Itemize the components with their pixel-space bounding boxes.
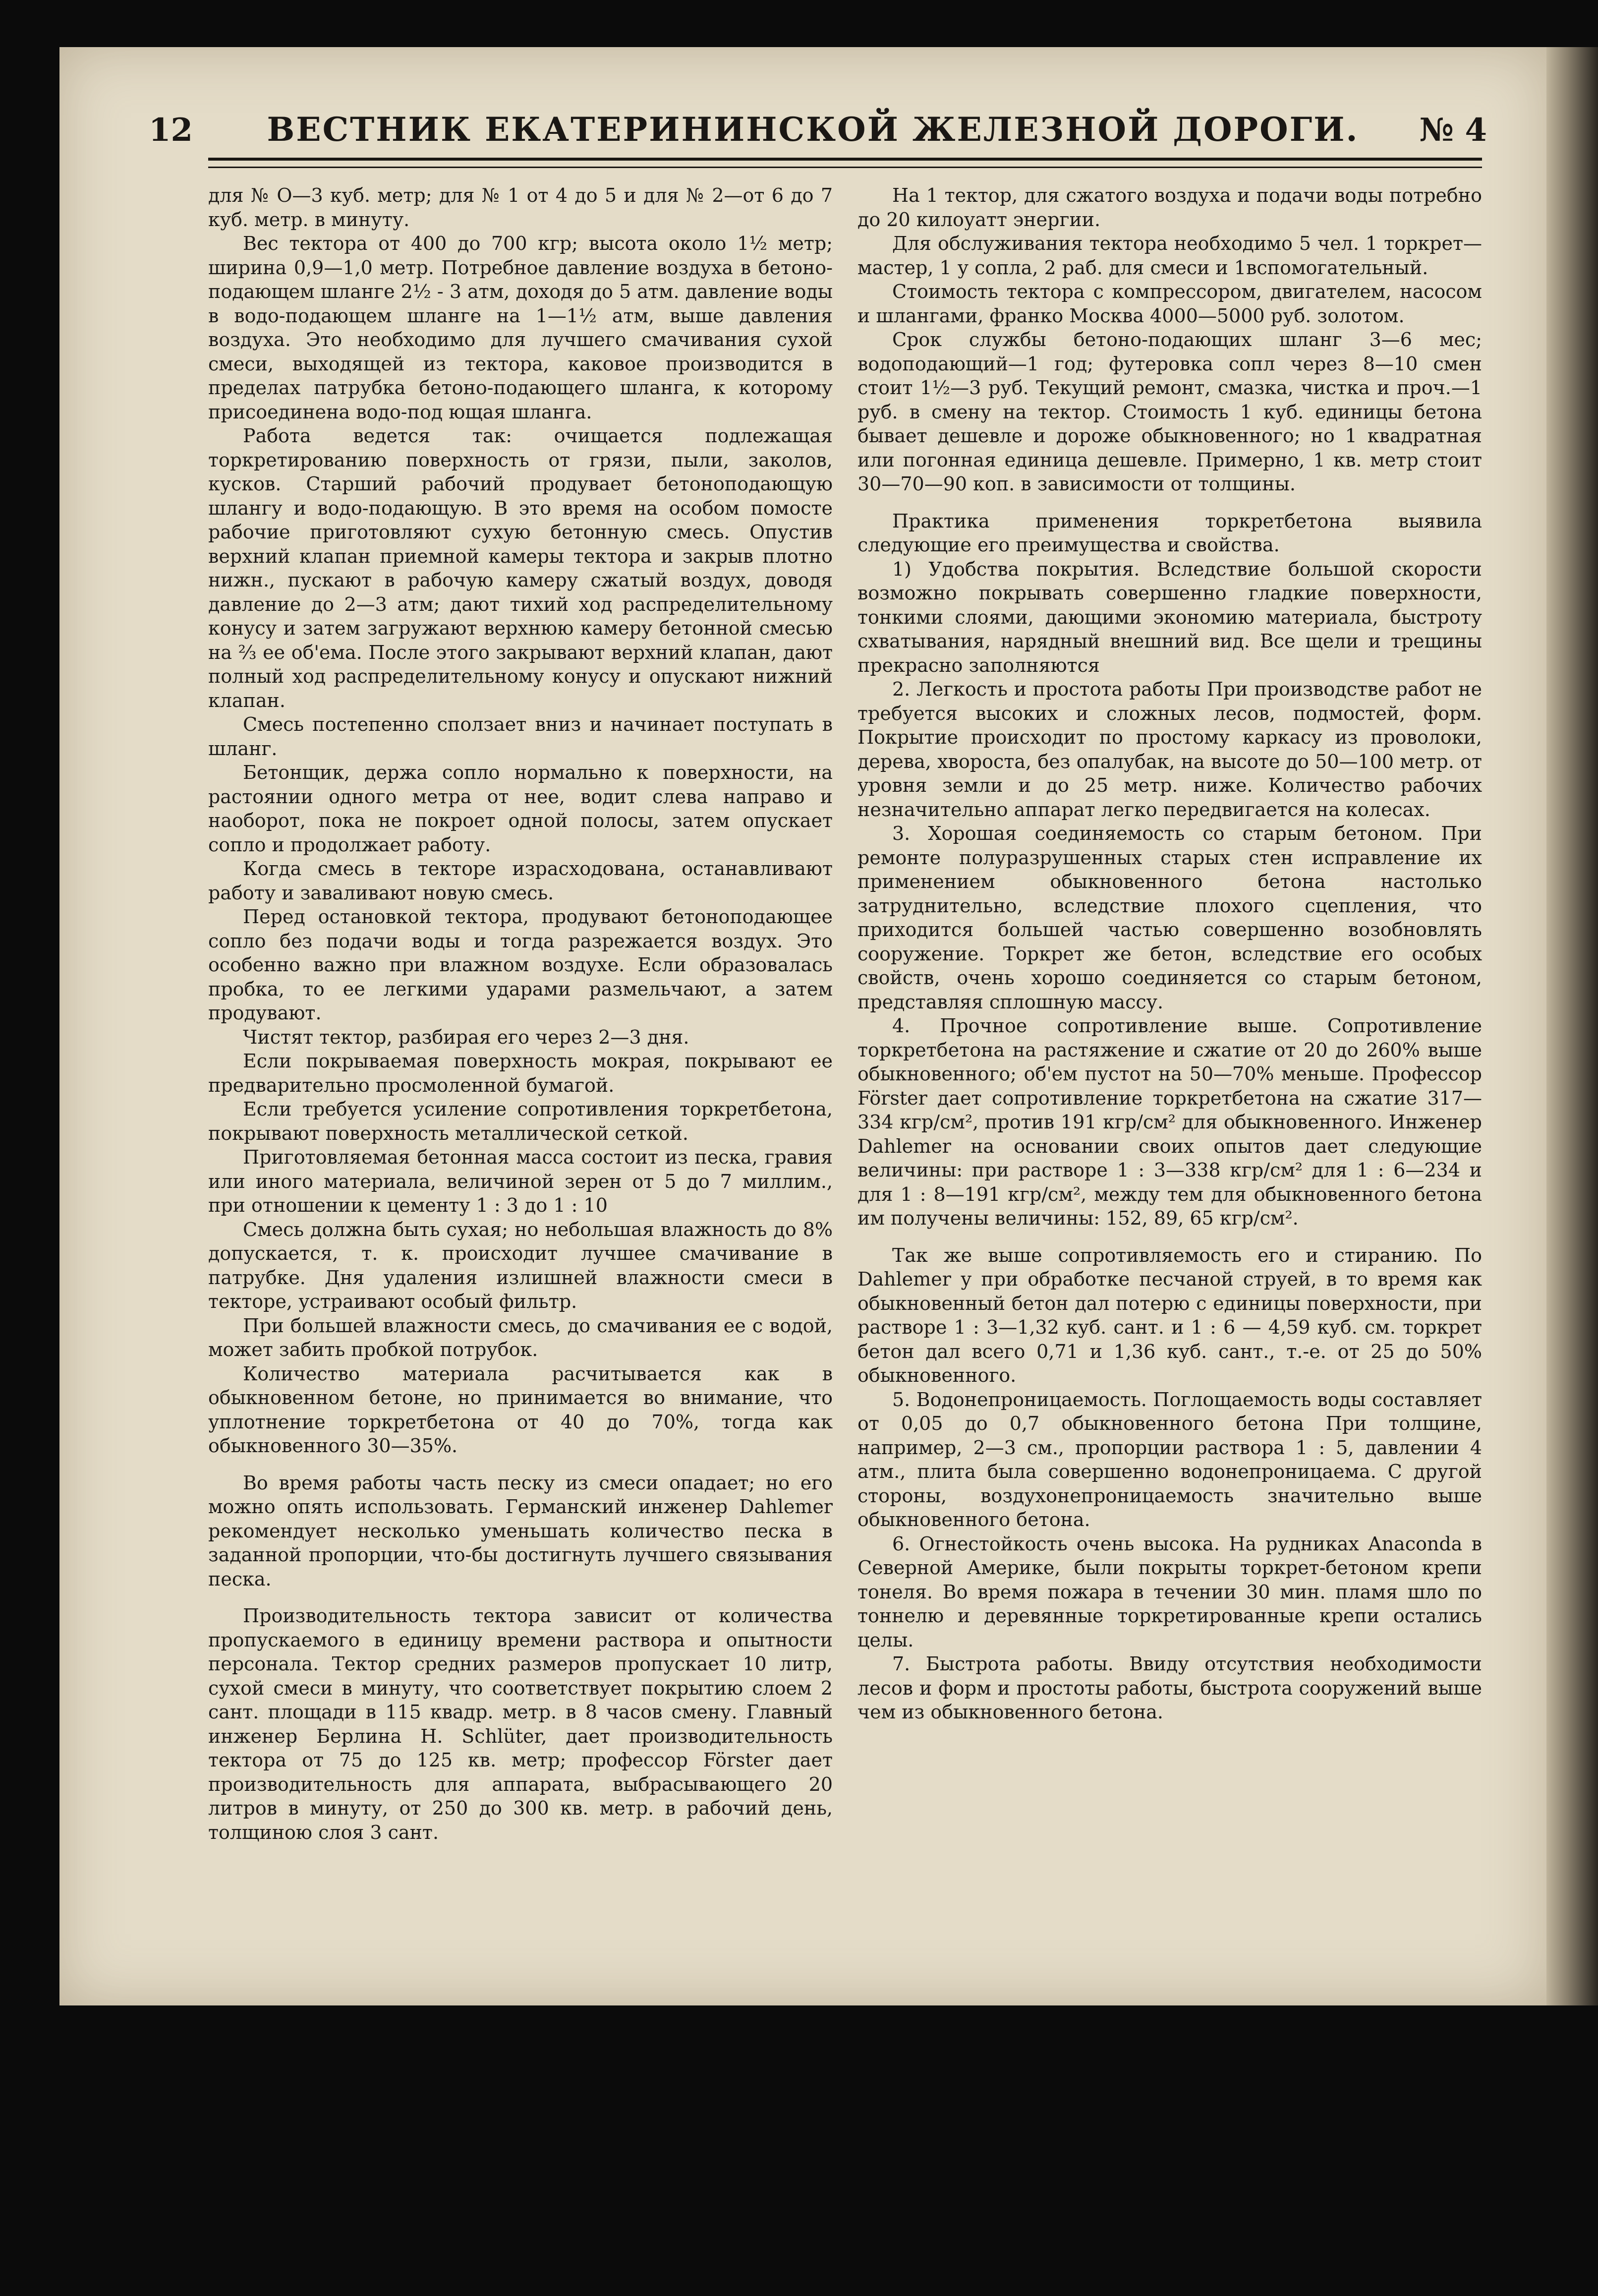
paragraph: Так же выше сопротивляемость его и стиранию. По Dahlemer у при обработке песчаной струей, в то время как обыкновенный бетон дал потерю с единицы поверхности, при растворе 1 : 3—1,32 куб. сант. и 1 : 6 — 4,59 куб. см. торкрет бетон дал всего 0,71 и 1,36 куб. сант., т.-е. от 25 до 50% обыкновенного. [857, 1244, 1482, 1386]
paragraph: Для обслуживания тектора необходимо 5 чел. 1 торкрет—мастер, 1 у сопла, 2 раб. для смеси и 1вспомогательный. [857, 233, 1482, 279]
paragraph: Практика применения торкретбетона выявила следующие его преимущества и свойства. [857, 510, 1482, 556]
paragraph: Срок службы бетоно-подающих шланг 3—6 мес; водоподающий—1 год; футеровка сопл через 8—10 смен стоит 1½—3 руб. Текущий ремонт, смазка, чистка и проч.—1 руб. в смену на тектор. Стоимость 1 куб. единицы бетона бывает дешевле и дороже обыкновенного; но 1 квадратная или погонная единица дешевле. Примерно, 1 кв. метр стоит 30—70—90 коп. в зависимости от толщины. [857, 329, 1482, 495]
paragraph: 5. Водонепроницаемость. Поглощаемость воды составляет от 0,05 до 0,7 обыкновенного бетона При толщине, например, 2—3 см., пропорции раствора 1 : 5, давлении 4 атм., плита была совершенно водонепроницаема. С другой стороны, воздухонепроницаемость значительно выше обыкновенного бетона. [857, 1388, 1482, 1531]
page-edge-shadow [1546, 47, 1598, 2005]
issue-number: № 4 [1419, 112, 1487, 149]
paragraph: Работа ведется так: очищается подлежащая торкретированию поверхность от грязи, пыли, заколов, кусков. Старший рабочий продувает бетоноподающую шлангу и водо-подающую. В это время на особом помосте рабочие приготовляют сухую бетонную смесь. Опустив верхний клапан приемной камеры тектора и закрыв плотно нижн., пускают в рабочую камеру сжатый воздух, доводя давление до 2—3 атм; дают тихий ход распределительному конусу и затем загружают верхнюю камеру бетонной смесью на ⅔ ее об'ема. После этого закрывают верхний клапан, дают полный ход распределительному конусу и опускают нижний клапан. [208, 425, 833, 711]
page-number: 12 [149, 112, 193, 149]
paragraph: На 1 тектор, для сжатого воздуха и подачи воды потребно до 20 килоуатт энергии. [857, 184, 1482, 231]
paragraph: Когда смесь в текторе израсходована, останавливают работу и заваливают новую смесь. [208, 858, 833, 904]
paragraph: Смесь должна быть сухая; но небольшая влажность до 8% допускается, т. к. происходит лучшее смачивание в патрубке. Дня удаления излишней влажности смеси в текторе, устраивают особый фильтр. [208, 1218, 833, 1312]
paragraph: Вес тектора от 400 до 700 кгр; высота около 1½ метр; ширина 0,9—1,0 метр. Потребное давление воздуха в бетоно-подающем шланге 2½ - 3 атм, доходя до 5 атм. давление воды в водо-подающем шланге на 1—1½ атм, выше давления воздуха. Это необходимо для лучшего смачивания сухой смеси, выходящей из тектора, каковое производится в пределах патрубка бетоно-подающего шланга, к которому присоединена водо-под ющая шланга. [208, 233, 833, 423]
page-header [149, 74, 1487, 149]
paragraph: 6. Огнестойкость очень высока. На рудниках Anaconda в Северной Америке, были покрыты торкрет-бетоном крепи тонеля. Во время пожара в течении 30 мин. пламя шло по тоннелю и деревянные торкретированные крепи остались целы. [857, 1532, 1482, 1651]
paragraph: Смесь постепенно сползает вниз и начинает поступать в шланг. [208, 713, 833, 760]
paragraph: Стоимость тектора с компрессором, двигателем, насосом и шлангами, франко Москва 4000—5000 руб. золотом. [857, 281, 1482, 327]
journal-title: ВЕСТНИК ЕКАТЕРИНИНСКОЙ ЖЕЛЕЗНОЙ ДОРОГИ. [267, 110, 1359, 149]
paragraph: При большей влажности смесь, до смачивания ее с водой, может забить пробкой потрубок. [208, 1314, 833, 1360]
paragraph: 1) Удобства покрытия. Вследствие большой скорости возможно покрывать совершенно гладкие поверхности, тонкими слоями, дающими экономию материала, быстроту схватывания, нарядный внешний вид. Все щели и трещины прекрасно заполняются [857, 558, 1482, 676]
paragraph: для № О—3 куб. метр; для № 1 от 4 до 5 и для № 2—от 6 до 7 куб. метр. в минуту. [208, 184, 833, 231]
paragraph: Бетонщик, держа сопло нормально к поверхности, на растоянии одного метра от нее, водит слева направо и наоборот, пока не покроет одной полосы, затем опускает сопло и продолжает работу. [208, 762, 833, 856]
paragraph: Во время работы часть песку из смеси опадает; но его можно опять использовать. Германский инженер Dahlemer рекомендует несколько уменьшать количество песка в заданной пропорции, что-бы достигнуть лучшего связывания песка. [208, 1472, 833, 1590]
paragraph: 7. Быстрота работы. Ввиду отсутствия необходимости лесов и форм и простоты работы, быстрота сооружений выше чем из обыкновенного бетона. [857, 1653, 1482, 1723]
header-rule [208, 158, 1482, 168]
paragraph: Если требуется усиление сопротивления торкретбетона, покрывают поверхность металлической сеткой. [208, 1098, 833, 1144]
left-column [208, 183, 833, 1968]
paragraph: Количество материала расчитывается как в обыкновенном бетоне, но принимается во внимание, что уплотнение торкретбетона от 40 до 70%, тогда как обыкновенного 30—35%. [208, 1362, 833, 1457]
right-column [857, 183, 1482, 1968]
paragraph: Чистят тектор, разбирая его через 2—3 дня. [243, 1026, 689, 1048]
paragraph: Приготовляемая бетонная масса состоит из песка, гравия или иного материала, величиной зерен от 5 до 7 миллим., при отношении к цементу 1 : 3 до 1 : 10 [208, 1146, 833, 1216]
paragraph: Производительность тектора зависит от количества пропускаемого в единицу времени раствора и опытности персонала. Тектор средних размеров пропускает 10 литр, сухой смеси в минуту, что соответствует покрытию слоем 2 сант. площади в 115 квадр. метр. в 8 часов смену. Главный инженер Берлина Н. Schlüter, дает производительность тектора от 75 до 125 кв. метр; профессор Förster дает производительность для аппарата, выбрасывающего 20 литров в минуту, от 250 до 300 кв. метр. в рабочий день, толщиною слоя 3 сант. [208, 1605, 833, 1843]
paragraph: 4. Прочное сопротивление выше. Сопротивление торкретбетона на растяжение и сжатие от 20 до 260% выше обыкновенного; об'ем пустот на 50—70% меньше. Профессор Förster дает сопротивление торкретбетона на сжатие 317—334 кгр/см², против 191 кгр/см² для обыкновенного. Инженер Dahlemer на основании своих опытов дает следующие величины: при растворе 1 : 3—338 кгр/см² для 1 : 6—234 и для 1 : 8—191 кгр/см², между тем для обыкновенного бетона им получены величины: 152, 89, 65 кгр/см². [857, 1015, 1482, 1229]
paragraph: Перед остановкой тектора, продувают бетоноподающее сопло без подачи воды и тогда разрежается воздух. Это особенно важно при влажном воздухе. Если образовалась пробка, то ее легкими ударами размельчают, а затем продувают. [208, 906, 833, 1024]
paragraph: Если покрываемая поверхность мокрая, покрывают ее предварительно просмоленной бумагой. [208, 1050, 833, 1096]
paragraph: 2. Легкость и простота работы При производстве работ не требуется высоких и сложных лесов, подмостей, форм. Покрытие происходит по простому каркасу из проволоки, дерева, хвороста, без опалубак, на высоте до 50—100 метр. от уровня земли и до 25 метр. ниже. Количество рабочих незначительно аппарат легко передвигается на колесах. [857, 678, 1482, 821]
paragraph: 3. Хорошая соединяемость со старым бетоном. При ремонте полуразрушенных старых стен исправление их применением обыкновенного бетона настолько затруднительно, вследствие плохого сцепления, что приходится большей частью совершенно возобновлять сооружение. Торкрет же бетон, вследствие его особых свойств, очень хорошо соединяется со старым бетоном, представляя сплошную массу. [857, 823, 1482, 1013]
